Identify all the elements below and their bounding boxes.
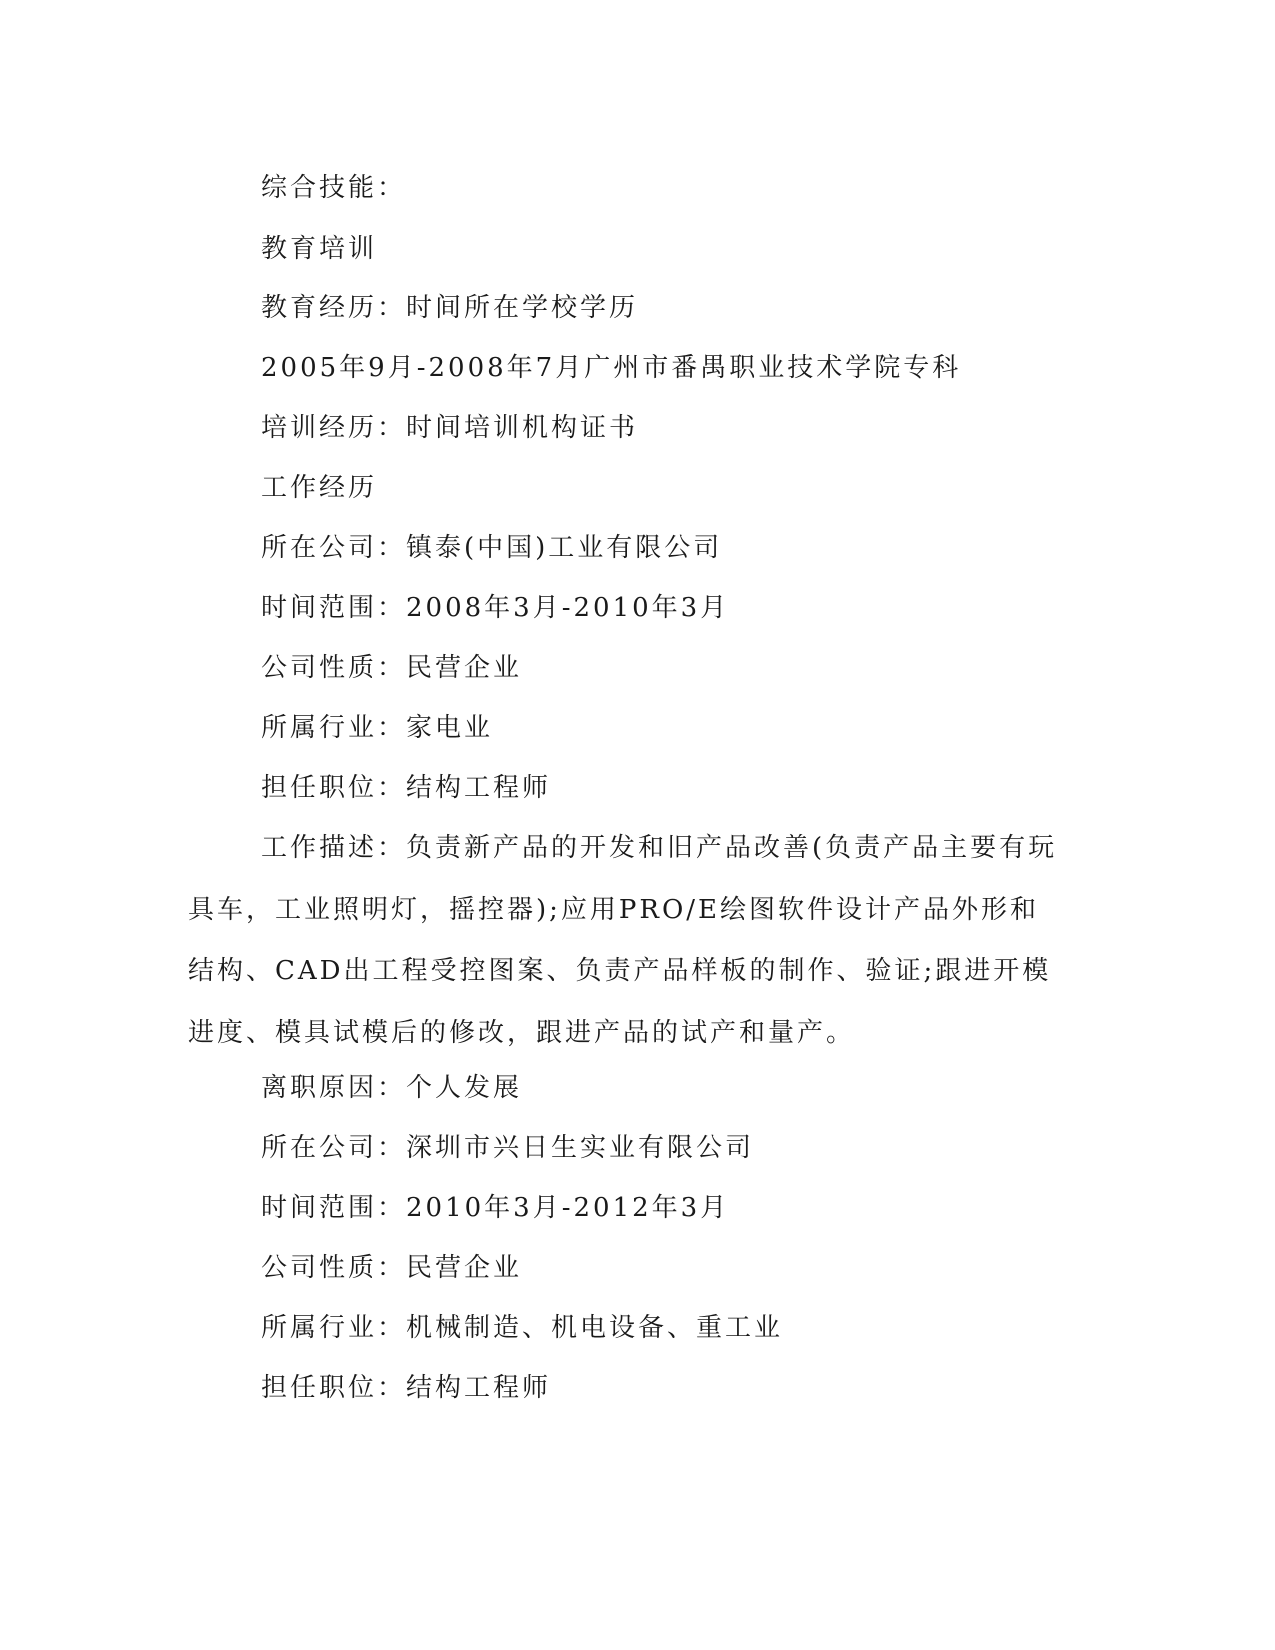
company-1-time-range: 时间范围：2008年3月-2010年3月 — [261, 593, 730, 623]
comprehensive-skills-heading: 综合技能： — [261, 173, 407, 203]
work-history-heading: 工作经历 — [261, 473, 378, 503]
training-history-label: 培训经历：时间培训机构证书 — [261, 413, 639, 443]
company-2-position: 担任职位：结构工程师 — [261, 1373, 552, 1403]
company-2-time-range: 时间范围：2010年3月-2012年3月 — [261, 1193, 730, 1223]
company-1-nature: 公司性质：民营企业 — [261, 653, 523, 683]
company-1-position: 担任职位：结构工程师 — [261, 773, 552, 803]
company-1-work-description: 工作描述：负责新产品的开发和旧产品改善(负责产品主要有玩具车，工业照明灯，摇控器);应用PRO/E绘图软件设计产品外形和结构、CAD出工程受控图案、负责产品样板的制作、验证;跟进开模进度、模具试模后的修改，跟进产品的试产和量产。 — [188, 833, 1058, 1048]
education-history-label: 教育经历：时间所在学校学历 — [261, 293, 639, 323]
company-1-name: 所在公司：镇泰(中国)工业有限公司 — [261, 533, 723, 563]
education-training-heading: 教育培训 — [261, 234, 378, 264]
company-1-leaving-reason: 离职原因：个人发展 — [261, 1073, 523, 1103]
education-entry: 2005年9月-2008年7月广州市番禺职业技术学院专科 — [261, 353, 962, 383]
company-2-industry: 所属行业：机械制造、机电设备、重工业 — [261, 1313, 784, 1343]
company-2-nature: 公司性质：民营企业 — [261, 1253, 523, 1283]
company-1-industry: 所属行业：家电业 — [261, 713, 494, 743]
company-2-name: 所在公司：深圳市兴日生实业有限公司 — [261, 1133, 755, 1163]
